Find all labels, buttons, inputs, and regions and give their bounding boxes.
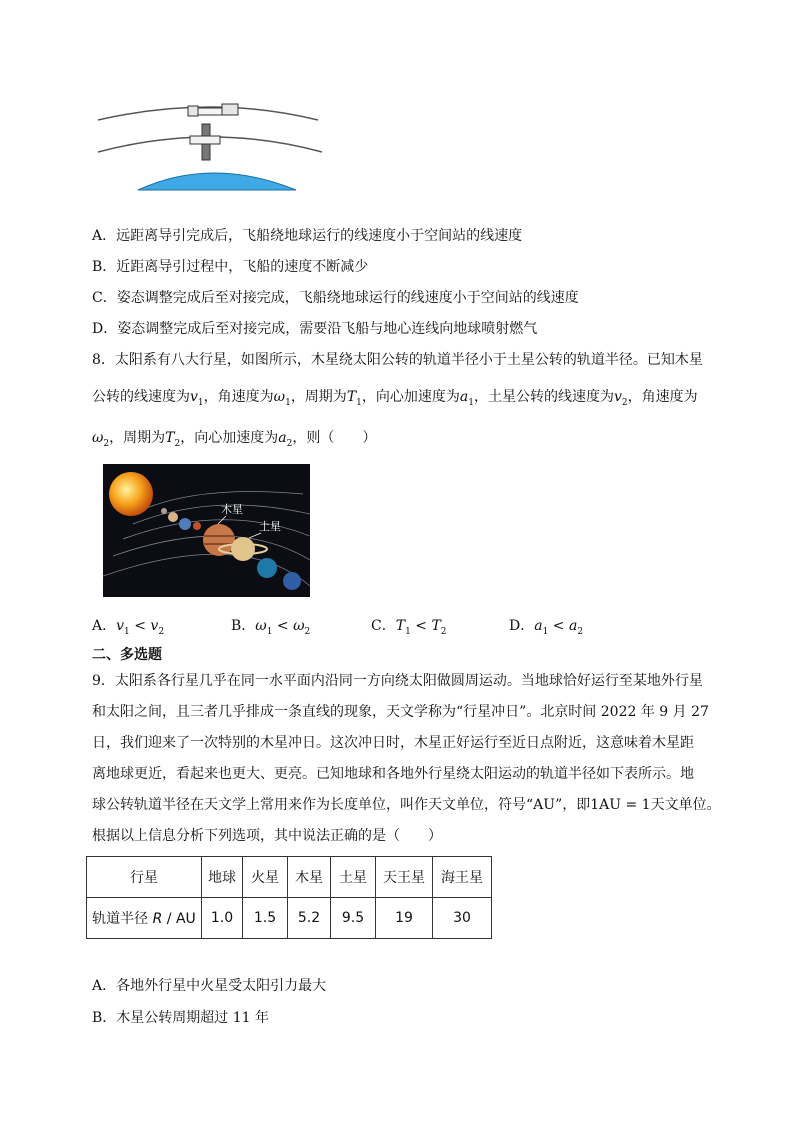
mercury-icon <box>161 508 167 514</box>
q8-option-d: D．$a_1 < a_2$ <box>509 618 584 637</box>
space-station-icon <box>188 104 238 116</box>
table-cell: 1.5 <box>243 898 288 939</box>
table-header-cell: 土星 <box>331 857 376 898</box>
saturn-icon <box>231 537 255 561</box>
q8-stem-line2: 公转的线速度为$v_1$，角速度为$\omega_1$，周期为$T_1$，向心加速度为$a_1$，土星公转的线速度为$v_2$，角速度为 <box>92 389 698 408</box>
table-header-cell: 海王星 <box>433 857 492 898</box>
table-header-cell: 天王星 <box>376 857 433 898</box>
uranus-icon <box>257 558 277 578</box>
table-cell: 30 <box>433 898 492 939</box>
q9-option-b: B．木星公转周期超过 11 年 <box>92 1010 270 1026</box>
q8-stem-line1: 8．太阳系有八大行星，如图所示，木星绕太阳公转的轨道半径小于土星公转的轨道半径。已知木星 <box>92 352 703 368</box>
q8-option-b: B．$\omega_1 < \omega_2$ <box>231 618 311 637</box>
q8-option-a: A．$v_1 < v_2$ <box>92 618 165 637</box>
table-cell: 5.2 <box>288 898 331 939</box>
earth-icon <box>179 518 191 530</box>
saturn-label: 土星 <box>259 520 281 533</box>
q9-stem-line4: 离地球更近，看起来也更大、更亮。已知地球和各地外行星绕太阳运动的轨道半径如下表所示。地 <box>92 766 694 782</box>
table-cell: 19 <box>376 898 433 939</box>
table-header-cell: 地球 <box>202 857 243 898</box>
orbit-radius-table <box>86 856 492 939</box>
q9-stem-line3: 日，我们迎来了一次特别的木星冲日。这次冲日时，木星正好运行至近日点附近，这意味着木星距 <box>92 735 694 751</box>
mars-icon <box>193 522 201 530</box>
q9-option-a: A．各地外行星中火星受太阳引力最大 <box>92 978 327 994</box>
q7-option-b: B．近距离导引过程中，飞船的速度不断减少 <box>92 259 369 275</box>
section-title: 二、多选题 <box>92 647 162 663</box>
q7-option-d: D．姿态调整完成后至对接完成，需要沿飞船与地心连线向地球喷射燃气 <box>92 321 538 337</box>
table-cell: 1.0 <box>202 898 243 939</box>
table-cell: 9.5 <box>331 898 376 939</box>
table-header-cell: 木星 <box>288 857 331 898</box>
q8-option-c: C．$T_1 < T_2$ <box>371 618 447 637</box>
neptune-icon <box>283 572 301 590</box>
venus-icon <box>168 512 178 522</box>
table-row <box>87 898 492 939</box>
q7-option-c: C．姿态调整完成后至对接完成，飞船绕地球运行的线速度小于空间站的线速度 <box>92 290 579 306</box>
docking-diagram <box>92 100 332 195</box>
q8-stem-line3: $\omega_2$，周期为$T_2$，向心加速度为$a_2$，则（ ） <box>92 430 377 449</box>
earth-arc <box>138 173 296 190</box>
q7-option-a: A．远距离导引完成后，飞船绕地球运行的线速度小于空间站的线速度 <box>92 228 523 244</box>
q9-stem-line2: 和太阳之间，且三者几乎排成一条直线的现象，天文学称为“行星冲日”。北京时间 2022 年 9 月 27 <box>92 704 709 720</box>
solar-system-figure <box>103 464 310 597</box>
q9-stem-line1: 9．太阳系各行星几乎在同一水平面内沿同一方向绕太阳做圆周运动。当地球恰好运行至某地外行星 <box>92 673 703 689</box>
q9-stem-line5: 球公转轨道半径在天文学上常用来作为长度单位，叫作天文单位，符号“AU”，即1AU = 1天文单位。 <box>92 797 721 813</box>
jupiter-label: 木星 <box>221 503 243 516</box>
q9-stem-line6: 根据以上信息分析下列选项，其中说法正确的是（ ） <box>92 828 442 844</box>
table-header-cell: 行星 <box>87 857 202 898</box>
table-header-row <box>87 857 492 898</box>
spacecraft-icon <box>190 124 220 160</box>
sun-icon <box>109 472 153 516</box>
jupiter-icon <box>203 524 235 556</box>
table-row-label: 轨道半径 R / AU <box>87 898 202 939</box>
table-header-cell: 火星 <box>243 857 288 898</box>
